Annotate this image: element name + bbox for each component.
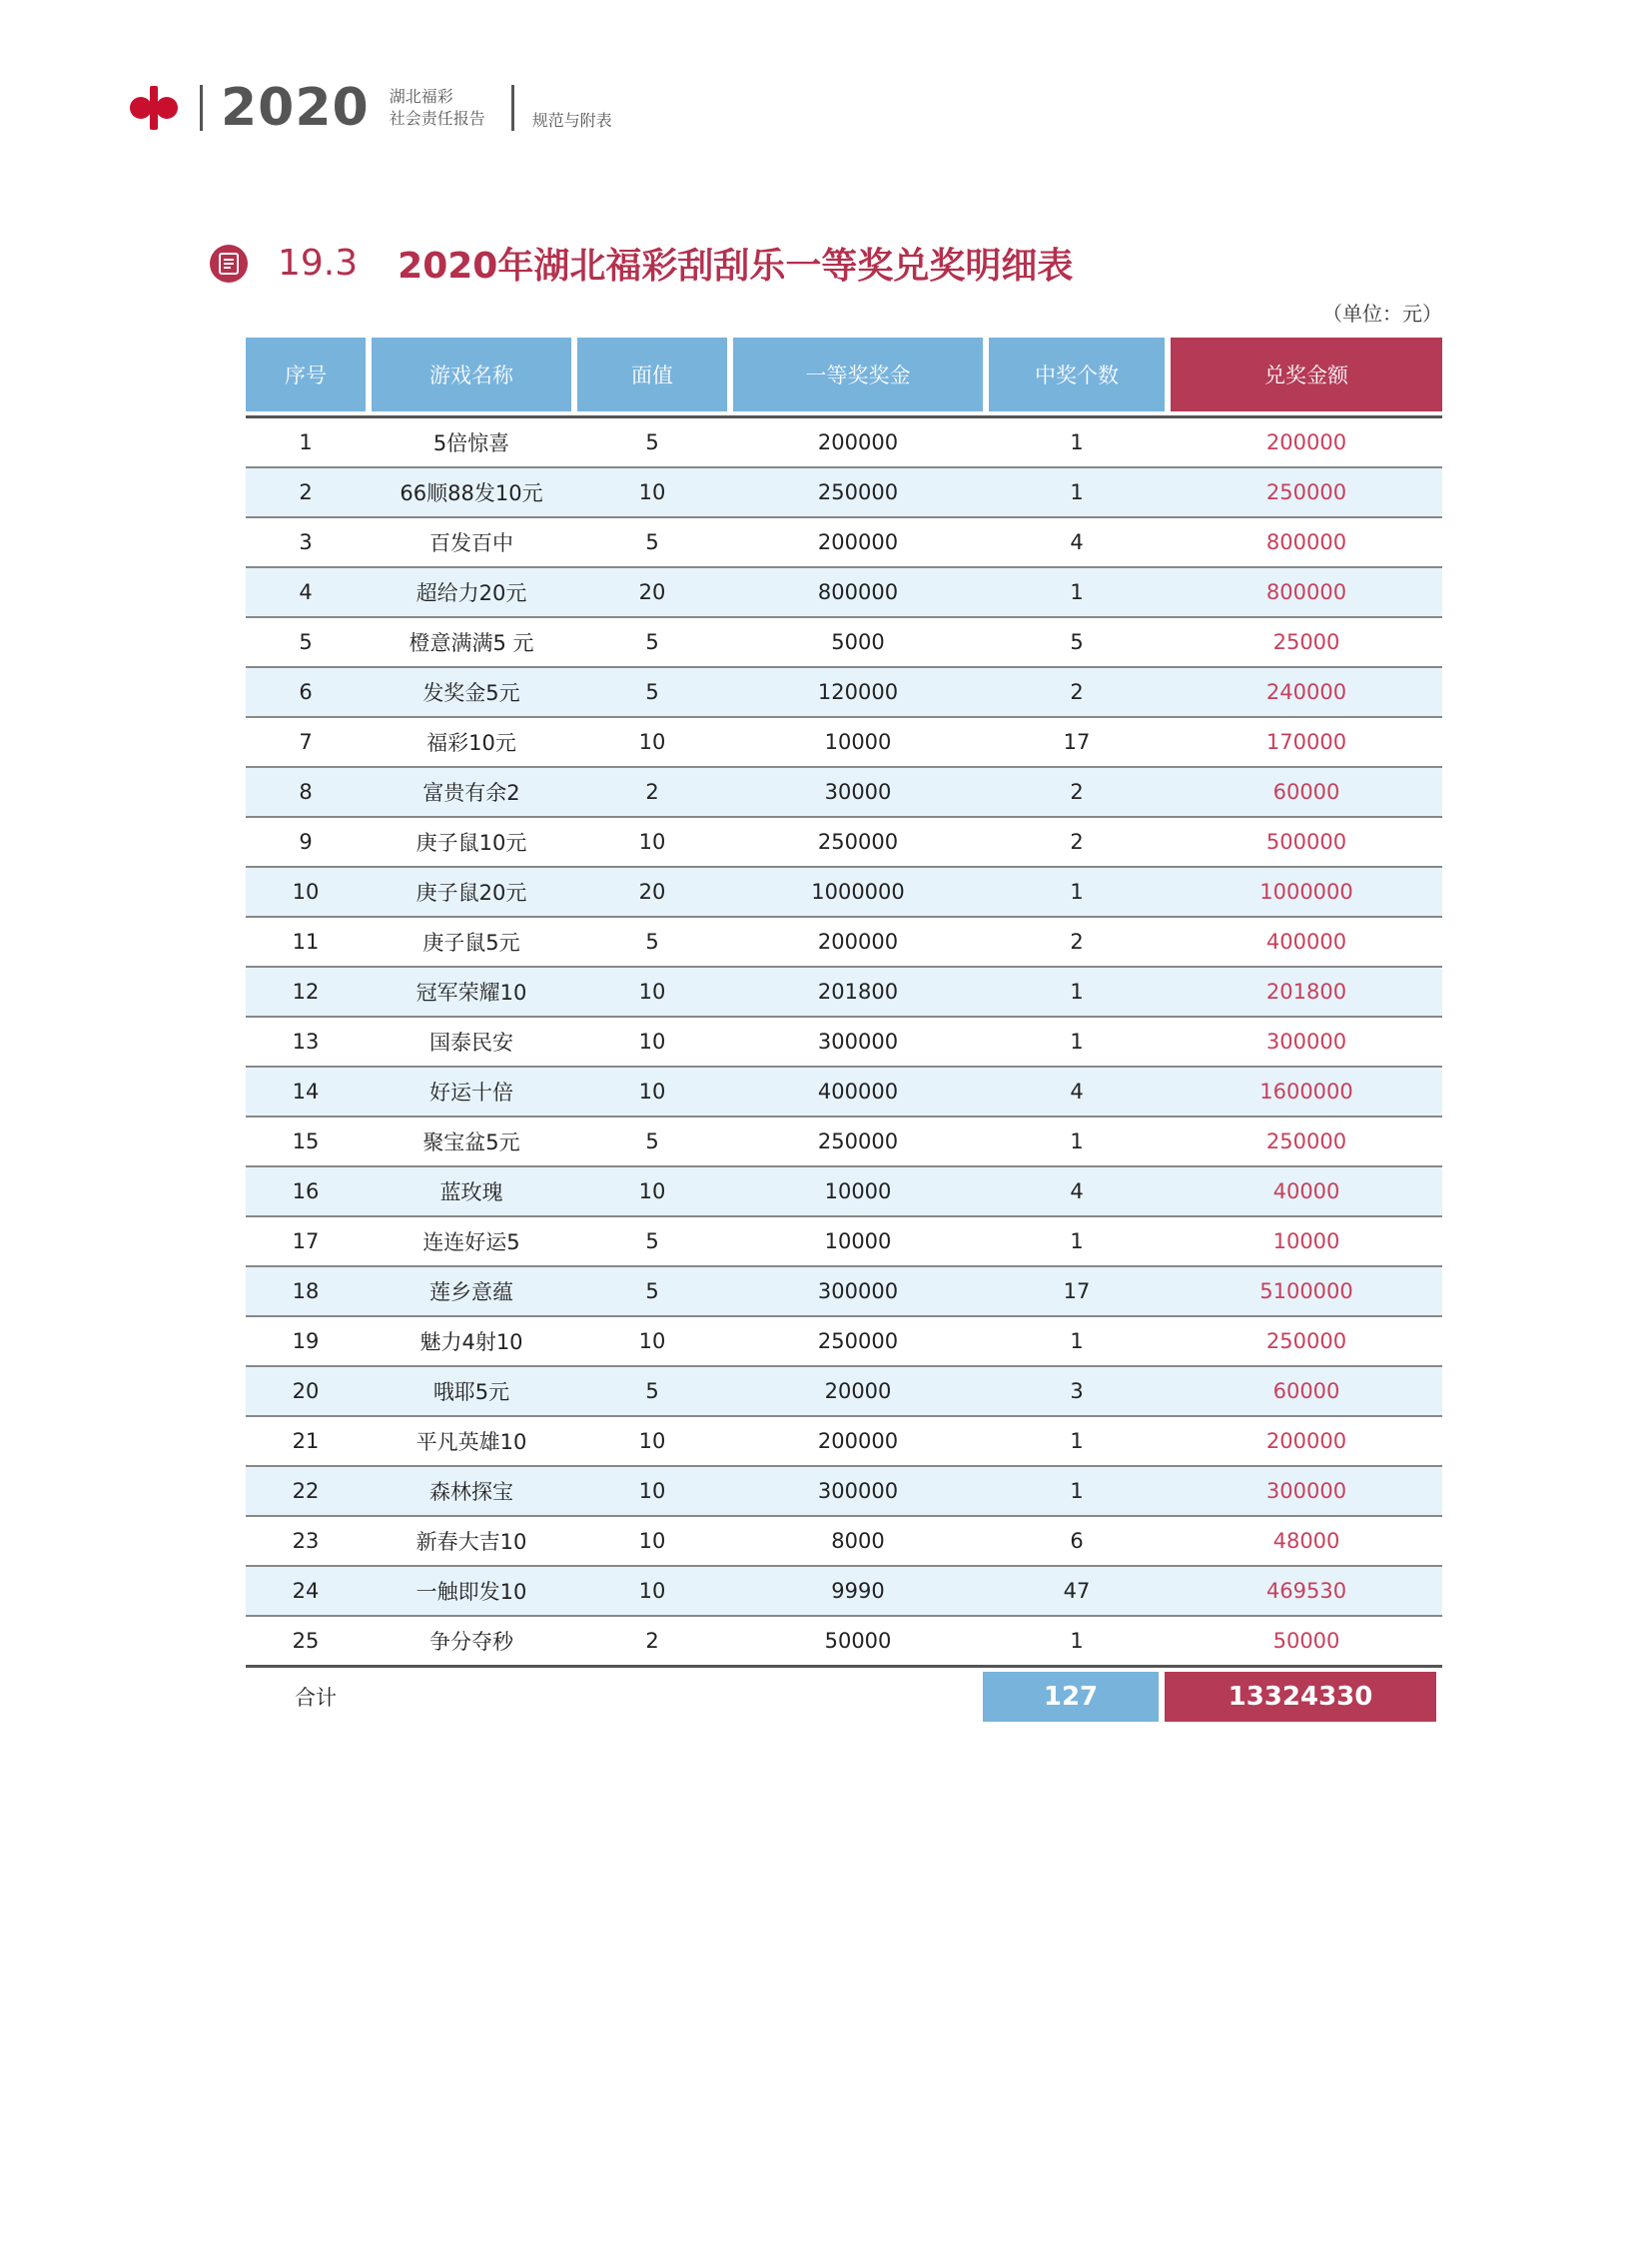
table-header <box>246 338 1442 411</box>
cell-payout-amount: 300000 <box>1265 1030 1347 1054</box>
cell-face-value: 10 <box>638 1179 666 1203</box>
cell-payout-amount: 60000 <box>1272 1379 1340 1403</box>
cell-index: 18 <box>292 1279 320 1303</box>
cell-index: 25 <box>292 1629 320 1653</box>
cell-game-name: 国泰民安 <box>429 1031 513 1055</box>
cell-first-prize: 10000 <box>824 1229 892 1253</box>
cell-game-name: 争分夺秒 <box>429 1630 513 1654</box>
header-divider-2 <box>511 85 514 131</box>
cell-game-name: 富贵有余2 <box>422 781 520 805</box>
cell-payout-amount: 10000 <box>1272 1229 1340 1253</box>
table-row <box>246 618 1442 668</box>
cell-face-value: 10 <box>638 1429 666 1453</box>
cell-game-name: 66顺88发10元 <box>400 481 543 505</box>
cell-game-name: 超给力20元 <box>415 581 527 605</box>
cell-game-name: 连连好运5 <box>422 1230 520 1254</box>
table-row <box>246 568 1442 618</box>
cell-first-prize: 800000 <box>817 580 899 604</box>
cell-winner-count: 4 <box>1070 530 1084 554</box>
cell-winner-count: 1 <box>1070 430 1084 454</box>
cell-winner-count: 2 <box>1070 930 1084 954</box>
cell-index: 24 <box>292 1579 320 1603</box>
cell-winner-count: 4 <box>1070 1080 1084 1104</box>
cell-face-value: 10 <box>638 730 666 754</box>
table-row <box>246 668 1442 718</box>
cell-face-value: 2 <box>645 1629 659 1653</box>
cell-index: 13 <box>292 1030 320 1054</box>
cell-payout-amount: 250000 <box>1265 1329 1347 1353</box>
cell-payout-amount: 250000 <box>1265 1129 1347 1153</box>
cell-winner-count: 2 <box>1070 680 1084 704</box>
cell-face-value: 5 <box>645 1279 659 1303</box>
cell-winner-count: 1 <box>1070 1329 1084 1353</box>
cell-index: 14 <box>292 1080 320 1104</box>
table-row <box>246 518 1442 568</box>
prize-table <box>246 338 1442 1722</box>
cell-winner-count: 1 <box>1070 1479 1084 1503</box>
cell-payout-amount: 300000 <box>1265 1479 1347 1503</box>
table-row <box>246 1068 1442 1118</box>
header-divider <box>200 85 203 131</box>
cell-face-value: 10 <box>638 830 666 854</box>
table-row <box>246 1517 1442 1567</box>
cell-face-value: 2 <box>645 780 659 804</box>
cell-first-prize: 200000 <box>817 930 899 954</box>
cell-payout-amount: 5100000 <box>1259 1279 1353 1303</box>
cell-payout-amount: 1600000 <box>1259 1080 1353 1104</box>
cell-index: 6 <box>299 680 313 704</box>
table-title <box>210 238 1073 289</box>
cell-winner-count: 1 <box>1070 1030 1084 1054</box>
cell-first-prize: 1000000 <box>811 880 905 904</box>
cell-first-prize: 8000 <box>831 1529 885 1553</box>
cell-winner-count: 17 <box>1063 730 1091 754</box>
cell-index: 2 <box>299 480 313 504</box>
cell-game-name: 平凡英雄10 <box>415 1430 527 1454</box>
total-amount: 13324330 <box>1165 1672 1436 1722</box>
cell-game-name: 哦耶5元 <box>432 1380 510 1404</box>
report-subtitle-line2: 社会责任报告 <box>389 109 485 128</box>
cell-first-prize: 300000 <box>817 1479 899 1503</box>
cell-index: 10 <box>292 880 320 904</box>
cell-winner-count: 1 <box>1070 1229 1084 1253</box>
cell-face-value: 5 <box>645 430 659 454</box>
cell-winner-count: 17 <box>1063 1279 1091 1303</box>
table-row <box>246 1267 1442 1317</box>
table-row <box>246 718 1442 768</box>
cell-face-value: 5 <box>645 1379 659 1403</box>
unit-note: （单位：元） <box>1322 302 1442 326</box>
cell-game-name: 5倍惊喜 <box>432 431 510 455</box>
cell-index: 19 <box>292 1329 320 1353</box>
cell-index: 23 <box>292 1529 320 1553</box>
cell-payout-amount: 400000 <box>1265 930 1347 954</box>
cell-winner-count: 2 <box>1070 830 1084 854</box>
cell-face-value: 10 <box>638 1479 666 1503</box>
cell-index: 20 <box>292 1379 320 1403</box>
cell-game-name: 冠军荣耀10 <box>415 981 527 1005</box>
cell-game-name: 魅力4射10 <box>419 1330 523 1354</box>
cell-payout-amount: 25000 <box>1272 630 1340 654</box>
china-welfare-lottery-logo-icon <box>128 82 180 134</box>
cell-first-prize: 10000 <box>824 730 892 754</box>
cell-first-prize: 250000 <box>817 830 899 854</box>
cell-game-name: 新春大吉10 <box>415 1530 527 1554</box>
report-year: 2020 <box>221 78 370 138</box>
cell-face-value: 5 <box>645 1229 659 1253</box>
cell-face-value: 10 <box>638 1080 666 1104</box>
table-row <box>246 868 1442 918</box>
table-row <box>246 1217 1442 1267</box>
table-row <box>246 1417 1442 1467</box>
cell-index: 22 <box>292 1479 320 1503</box>
section-name: 规范与附表 <box>531 110 612 130</box>
cell-payout-amount: 800000 <box>1265 530 1347 554</box>
cell-face-value: 10 <box>638 1579 666 1603</box>
table-row <box>246 1317 1442 1367</box>
header-payout-amount: 兑奖金额 <box>1171 338 1442 411</box>
table-title-text: 2020年湖北福彩刮刮乐一等奖兑奖明细表 <box>398 246 1074 287</box>
cell-game-name: 莲乡意蕴 <box>429 1280 513 1304</box>
cell-game-name: 百发百中 <box>429 531 513 555</box>
report-subtitle <box>390 86 485 130</box>
table-row <box>246 768 1442 818</box>
cell-index: 11 <box>292 930 320 954</box>
cell-index: 3 <box>299 530 313 554</box>
cell-face-value: 10 <box>638 1329 666 1353</box>
cell-first-prize: 400000 <box>817 1080 899 1104</box>
cell-game-name: 一触即发10 <box>415 1580 527 1604</box>
cell-index: 17 <box>292 1229 320 1253</box>
cell-first-prize: 300000 <box>817 1030 899 1054</box>
cell-face-value: 5 <box>645 1129 659 1153</box>
cell-index: 1 <box>299 430 313 454</box>
table-row <box>246 1367 1442 1417</box>
cell-winner-count: 1 <box>1070 1429 1084 1453</box>
cell-first-prize: 200000 <box>817 530 899 554</box>
table-row <box>246 1118 1442 1167</box>
table-row <box>246 1018 1442 1068</box>
cell-first-prize: 300000 <box>817 1279 899 1303</box>
cell-first-prize: 250000 <box>817 1129 899 1153</box>
cell-game-name: 庚子鼠20元 <box>415 881 527 905</box>
table-row <box>246 1467 1442 1517</box>
cell-face-value: 5 <box>645 530 659 554</box>
total-count: 127 <box>983 1672 1159 1722</box>
cell-first-prize: 20000 <box>824 1379 892 1403</box>
cell-face-value: 20 <box>638 580 666 604</box>
cell-game-name: 森林探宝 <box>429 1480 513 1504</box>
cell-game-name: 蓝玫瑰 <box>439 1180 503 1204</box>
cell-index: 4 <box>299 580 313 604</box>
cell-payout-amount: 50000 <box>1272 1629 1340 1653</box>
cell-face-value: 5 <box>645 930 659 954</box>
cell-payout-amount: 48000 <box>1272 1529 1340 1553</box>
table-row <box>246 1617 1442 1667</box>
cell-payout-amount: 200000 <box>1265 1429 1347 1453</box>
cell-game-name: 庚子鼠5元 <box>422 931 520 955</box>
table-row <box>246 918 1442 968</box>
body-rule <box>246 1665 1442 1668</box>
cell-first-prize: 120000 <box>817 680 899 704</box>
cell-payout-amount: 60000 <box>1272 780 1340 804</box>
cell-first-prize: 250000 <box>817 480 899 504</box>
cell-first-prize: 10000 <box>824 1179 892 1203</box>
table-row <box>246 818 1442 868</box>
cell-payout-amount: 240000 <box>1265 680 1347 704</box>
total-label: 合计 <box>295 1686 337 1710</box>
table-row <box>246 468 1442 518</box>
header-winner-count: 中奖个数 <box>989 338 1165 411</box>
cell-winner-count: 6 <box>1070 1529 1084 1553</box>
cell-index: 15 <box>292 1129 320 1153</box>
table-row <box>246 968 1442 1018</box>
cell-first-prize: 250000 <box>817 1329 899 1353</box>
cell-game-name: 好运十倍 <box>429 1081 513 1105</box>
cell-winner-count: 4 <box>1070 1179 1084 1203</box>
cell-index: 5 <box>299 630 313 654</box>
cell-payout-amount: 800000 <box>1265 580 1347 604</box>
cell-payout-amount: 201800 <box>1265 980 1347 1004</box>
cell-index: 12 <box>292 980 320 1004</box>
report-subtitle-line1: 湖北福彩 <box>389 87 453 106</box>
cell-winner-count: 5 <box>1070 630 1084 654</box>
cell-game-name: 福彩10元 <box>426 731 516 755</box>
cell-index: 7 <box>299 730 313 754</box>
cell-game-name: 发奖金5元 <box>422 681 520 705</box>
cell-index: 16 <box>292 1179 320 1203</box>
report-header <box>128 78 612 138</box>
cell-first-prize: 5000 <box>831 630 885 654</box>
header-index: 序号 <box>246 338 366 411</box>
table-title-number: 19.3 <box>278 243 359 284</box>
cell-game-name: 庚子鼠10元 <box>415 831 527 855</box>
cell-payout-amount: 469530 <box>1265 1579 1347 1603</box>
cell-winner-count: 47 <box>1063 1579 1091 1603</box>
cell-first-prize: 9990 <box>831 1579 885 1603</box>
cell-payout-amount: 1000000 <box>1259 880 1353 904</box>
header-game-name: 游戏名称 <box>372 338 571 411</box>
cell-payout-amount: 40000 <box>1272 1179 1340 1203</box>
document-icon <box>210 245 248 283</box>
header-first-prize: 一等奖奖金 <box>733 338 983 411</box>
cell-winner-count: 2 <box>1070 780 1084 804</box>
cell-first-prize: 201800 <box>817 980 899 1004</box>
cell-payout-amount: 170000 <box>1265 730 1347 754</box>
cell-face-value: 10 <box>638 480 666 504</box>
cell-index: 8 <box>299 780 313 804</box>
cell-winner-count: 1 <box>1070 1129 1084 1153</box>
cell-game-name: 橙意满满5 元 <box>409 631 534 655</box>
cell-face-value: 10 <box>638 980 666 1004</box>
cell-winner-count: 1 <box>1070 1629 1084 1653</box>
table-row <box>246 1567 1442 1617</box>
cell-winner-count: 1 <box>1070 880 1084 904</box>
header-face-value: 面值 <box>577 338 727 411</box>
cell-face-value: 10 <box>638 1030 666 1054</box>
cell-face-value: 20 <box>638 880 666 904</box>
table-row <box>246 1167 1442 1217</box>
cell-first-prize: 30000 <box>824 780 892 804</box>
cell-winner-count: 3 <box>1070 1379 1084 1403</box>
cell-index: 9 <box>299 830 313 854</box>
cell-game-name: 聚宝盆5元 <box>422 1130 520 1154</box>
cell-first-prize: 200000 <box>817 430 899 454</box>
cell-payout-amount: 250000 <box>1265 480 1347 504</box>
cell-first-prize: 200000 <box>817 1429 899 1453</box>
cell-face-value: 10 <box>638 1529 666 1553</box>
cell-payout-amount: 500000 <box>1265 830 1347 854</box>
cell-face-value: 5 <box>645 680 659 704</box>
cell-face-value: 5 <box>645 630 659 654</box>
cell-winner-count: 1 <box>1070 580 1084 604</box>
cell-first-prize: 50000 <box>824 1629 892 1653</box>
cell-index: 21 <box>292 1429 320 1453</box>
cell-winner-count: 1 <box>1070 980 1084 1004</box>
cell-winner-count: 1 <box>1070 480 1084 504</box>
total-row <box>246 1672 1442 1722</box>
table-row <box>246 418 1442 468</box>
cell-payout-amount: 200000 <box>1265 430 1347 454</box>
table-body <box>246 418 1442 1667</box>
